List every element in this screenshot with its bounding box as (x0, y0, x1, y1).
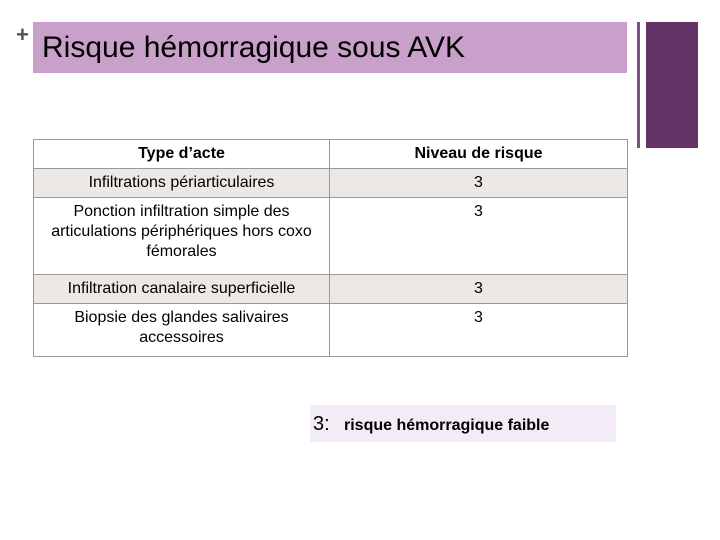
cell-niveau: 3 (330, 304, 628, 357)
table-header-row (34, 140, 628, 169)
column-header-niveau: Niveau de risque (330, 140, 628, 169)
legend-text: risque hémorragique faible (344, 417, 550, 434)
cell-acte: Infiltrations périarticulaires (34, 169, 330, 198)
accent-bar-thin (637, 22, 640, 148)
risk-table (33, 139, 628, 357)
cell-acte: Infiltration canalaire superficielle (34, 275, 330, 304)
cell-niveau: 3 (330, 275, 628, 304)
cell-niveau: 3 (330, 169, 628, 198)
plus-icon: + (16, 22, 29, 47)
table-row (34, 198, 628, 275)
column-header-acte: Type d’acte (34, 140, 330, 169)
slide-title: Risque hémorragique sous AVK (42, 31, 466, 64)
table-row (34, 169, 628, 198)
cell-acte: Biopsie des glandes salivaires accessoires (34, 304, 330, 357)
legend-number: 3: (313, 413, 330, 435)
accent-bar-thick (646, 22, 698, 148)
table-row (34, 275, 628, 304)
table-row (34, 304, 628, 357)
cell-niveau: 3 (330, 198, 628, 275)
cell-acte: Ponction infiltration simple des articulations périphériques hors coxo fémorales (34, 198, 330, 275)
